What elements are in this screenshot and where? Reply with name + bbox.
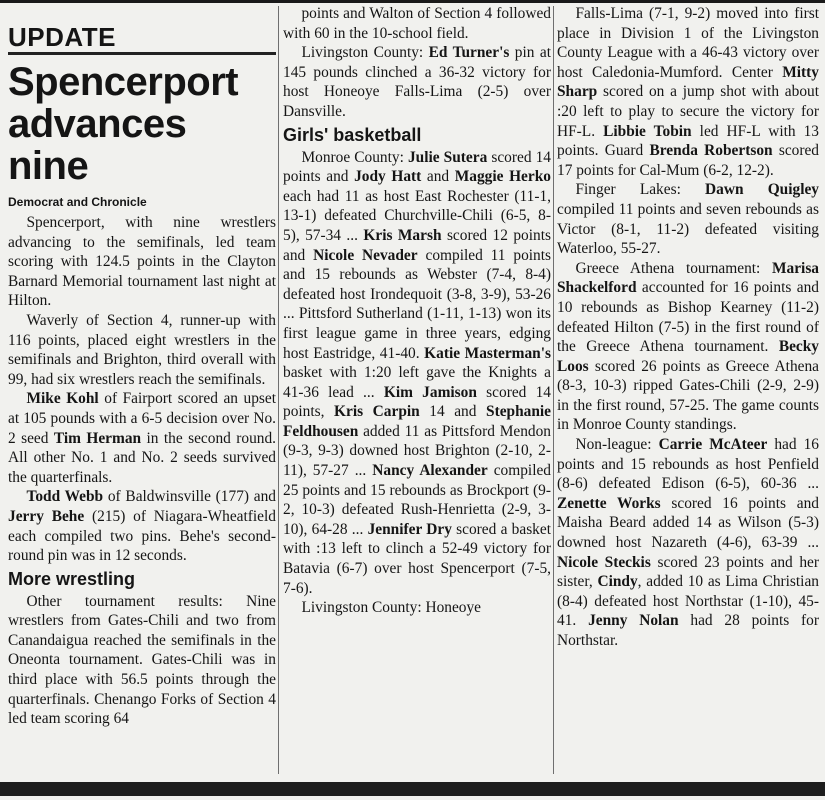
name-bold: Libbie Tobin — [603, 122, 692, 140]
column-3 — [557, 4, 819, 651]
headline: Spencerport advances nine — [8, 60, 239, 188]
name-bold: Nicole Steckis — [557, 553, 651, 571]
article-body — [557, 4, 819, 651]
paragraph: Todd Webb of Baldwinsville (177) and Jerry Behe (215) of Niagara-Wheatfield each compiled two pins. Behe's second-round pin was in 12 seconds. — [8, 488, 276, 565]
name-bold: Kim Jamison — [383, 383, 477, 401]
paragraph: Mike Kohl of Fairport scored an upset at 105 pounds with a 6-5 decision over No. 2 seed Tim Herman in the second round. All other No. 1 and No. 2 seeds survived the quarterfinals. — [8, 390, 276, 486]
article-body — [283, 4, 551, 122]
paragraph: Spencerport, with nine wrestlers advancing to the semifinals, led team scoring with 124.5 points in the Clayton Barnard Memorial tournament last night at Hilton. — [8, 214, 276, 310]
subhead-more-wrestling: More wrestling — [8, 568, 136, 589]
name-bold: Brenda Robertson — [649, 142, 773, 160]
bottom-rule — [0, 782, 825, 796]
name-bold: Zenette Works — [557, 494, 661, 512]
paragraph: Greece Athena tournament: Marisa Shackelford accounted for 16 points and 10 rebounds as Bishop Kearney (11-2) defeated Hilton (7-5) in the first round of the Greece Athena tournament. Becky Loos scored 26 points as Greece Athena (8-3, 10-3) ripped Gates-Chili (2-9, 2-9) in the first round, 57-25. The game counts in Monroe County standings. — [557, 259, 819, 434]
name-bold: Jody Hatt — [354, 168, 422, 186]
byline-credit: Democrat and Chronicle — [8, 195, 147, 209]
paragraph: Falls-Lima (7-1, 9-2) moved into first place in Division 1 of the Livingston County League with a 46-43 victory over host Caledonia-Mumford. Center Mitty Sharp scored on a jump shot with about :20 left to play to secure the victory for HF-L. Libbie Tobin led HF-L with 13 points. Guard Brenda Robertson scored 17 points for Cal-Mum (6-2, 12-2). — [557, 5, 819, 179]
article-body — [283, 148, 551, 618]
article-body — [8, 592, 276, 729]
name-bold: Mike Kohl — [26, 390, 99, 408]
top-rule — [0, 0, 825, 3]
paragraph: Livingston County: Ed Turner's pin at 145 pounds clinched a 36-32 victory for host Honeoye Falls-Lima (2-5) over Dansville. — [283, 44, 551, 120]
paragraph: Waverly of Section 4, runner-up with 116 points, placed eight wrestlers in the semifinals and Brighton, third overall with 99, had six wrestlers reach the semifinals. — [8, 311, 276, 388]
name-bold: Kris Marsh — [363, 226, 442, 244]
column-divider — [278, 6, 279, 774]
name-bold: Becky Loos — [557, 338, 819, 375]
paragraph: Livingston County: Honeoye — [301, 599, 482, 617]
name-bold: Dawn Quigley — [705, 181, 819, 199]
name-bold: Marisa Shackelford — [557, 259, 819, 297]
paragraph: points and Walton of Section 4 followed with 60 in the 10-school field. — [283, 5, 551, 42]
name-bold: Kris Carpin — [334, 403, 420, 421]
paragraph: Non-league: Carrie McAteer had 16 points and 15 rebounds as host Penfield (8-6) defeated Edison (6-5), 60-36 ... Zenette Works scored 16 points and Maisha Beard added 14 as Wilson (5-3) downed host Nazareth (4-6), 63-39 ... Nicole Steckis scored 23 points and her sister, Cindy, added 10 as Lima Christian (8-4) defeated host Northstar (1-10), 45-41. Jenny Nolan had 28 points for Northstar. — [557, 436, 819, 649]
article-body — [8, 213, 276, 566]
subhead-girls-basketball: Girls' basketball — [283, 124, 422, 145]
name-bold: Nicole Nevader — [313, 246, 418, 264]
section-label: UPDATE — [8, 22, 276, 55]
name-bold: Nancy Alexander — [372, 462, 488, 480]
name-bold: Ed Turner's — [428, 44, 510, 62]
name-bold: Jennifer Dry — [367, 520, 452, 538]
paragraph: Monroe County: Julie Sutera scored 14 points and Jody Hatt and Maggie Herko each had 11 as host East Rochester (11-1, 13-1) defeated Churchville-Chili (6-5, 8-5), 57-34 ... Kris Marsh scored 12 points and Nicole Nevader compiled 11 points and 15 rebounds as Webster (7-4, 8-4) defeated host Irondequoit (3-8, 3-9), 53-26 ... Pittsford Sutherland (1-11, 1-13) won its first league game in three years, edging host Eastridge, 41-40. Katie Masterman's basket with 1:20 left gave the Knights a 41-36 lead ... Kim Jamison scored 14 points, Kris Carpin 14 and Stephanie Feldhousen added 11 as Pittsford Mendon (9-3, 9-3) downed host Brighton (2-10, 2-11), 57-27 ... Nancy Alexander compiled 25 points and 15 rebounds as Brockport (9-2, 10-3) defeated Rush-Henrietta (2-9, 3-10), 64-28 ... Jennifer Dry scored a basket with :13 left to clinch a 52-49 victory for Batavia (6-7) over host Spencerport (7-5, 7-6). — [283, 148, 551, 597]
name-bold: Mitty Sharp — [557, 63, 819, 101]
name-bold: Jenny Nolan — [588, 612, 679, 630]
name-bold: Katie Masterman's — [424, 344, 551, 362]
column-1 — [8, 14, 276, 729]
name-bold: Maggie Herko — [454, 168, 551, 186]
name-bold: Jerry Behe — [8, 507, 85, 525]
name-bold: Stephanie Feldhousen — [283, 403, 551, 440]
paragraph: Finger Lakes: Dawn Quigley compiled 11 points and seven rebounds as Victor (8-1, 11-2) defeated visiting Waterloo, 55-27. — [557, 181, 819, 258]
paragraph: Other tournament results: Nine wrestlers from Gates-Chili and two from Canandaigua reached the semifinals in the Oneonta tournament. Gates-Chili was in third place with 56.5 points through the quarterfinals. Chenango Forks of Section 4 led team scoring 64 — [8, 592, 276, 728]
column-2 — [283, 4, 551, 618]
name-bold: Julie Sutera — [407, 148, 488, 166]
name-bold: Todd Webb — [26, 488, 104, 506]
name-bold: Carrie McAteer — [658, 436, 768, 454]
name-bold: Tim Herman — [53, 429, 142, 447]
name-bold: Cindy — [597, 573, 638, 591]
column-divider — [553, 6, 554, 774]
